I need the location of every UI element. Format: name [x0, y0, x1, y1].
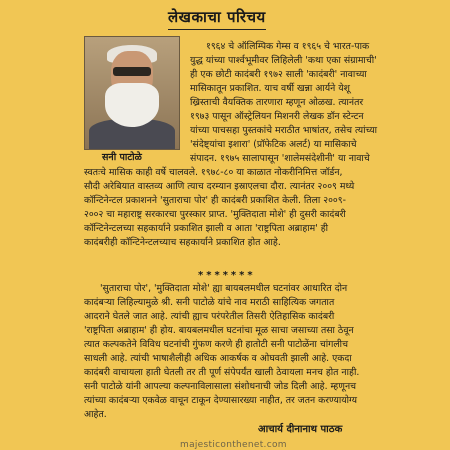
- para1-line: संपादन. १९७५ सालापासून 'शालेमसंदेशीनी' या नावाचे: [190, 153, 370, 164]
- para2-line: 'राष्ट्रपिता अब्राहाम' ही होय. बायबलमधील घटनांचा मूळ साचा जसाच्या तसा ठेवून: [84, 325, 354, 336]
- author-photo-beard: [105, 83, 159, 127]
- signature: आचार्य दीनानाथ पाठक: [258, 424, 343, 435]
- para1-line: मासिकातून प्रकाशित. याच वर्षी खन्ना आर्यने येशू: [190, 83, 350, 94]
- photo-caption: सनी पाटोळे: [102, 152, 142, 163]
- para2-line: त्यात कल्पकतेने विविध घटनांची गुंफण करणे ही हातोटी सनी पाटोळेंना चांगलीच: [84, 339, 348, 350]
- para1-line: सौदी अरेबियात वास्तव्य आणि त्याच दरम्यान इस्राएलचा दौरा. त्यानंतर २००९ मध्ये: [84, 181, 355, 192]
- author-photo: [84, 36, 180, 150]
- para2-line: कादंबऱ्या लिहिल्यामुळे श्री. सनी पाटोळे यांचे नाव मराठी साहित्यिक जगतात: [84, 297, 335, 308]
- section-separator: *******: [198, 270, 256, 281]
- para1-line: कॉन्टिनेन्टल प्रकाशनने 'सुताराचा पोर' ही कादंबरी प्रकाशित केली. तिला २००९-: [84, 195, 346, 206]
- para1-line: यांच्या पाचसहा पुस्तकांचे मराठीत भाषांतर, तसेच त्यांच्या: [190, 125, 378, 136]
- para1-line: १९७३ पासून ऑस्ट्रेलियन मिशनरी लेखक डॉन स्टेन्टन: [190, 111, 364, 122]
- para1-line: कादंबरीही कॉन्टिनेन्टलच्याच सहकार्याने प्रकाशित होत आहे.: [84, 237, 281, 248]
- para2-line: त्यांच्या कादंबऱ्या एकवेळ वाचून टाकून देण्यासारख्या नाहीत, तर जतन करण्यायोग्य: [84, 395, 358, 406]
- watermark: majesticonthenet.com: [180, 440, 287, 450]
- para1-line: ख्रिस्ताची वैयक्तिक तारणारा म्हणून ओळख. त्यानंतर: [190, 97, 364, 108]
- para1-line: २००२ चा महाराष्ट्र सरकारचा पुरस्कार प्राप्त. 'मुक्तिदाता मोशे' ही दुसरी कादंबरी: [84, 209, 346, 220]
- para1-line: १९६४ चे ऑलिम्पिक गेम्स व १९६५ चे भारत-पाक: [206, 41, 370, 52]
- para1-line: कॉन्टिनेन्टलच्या सहकार्याने प्रकाशित झाली व आता 'राष्ट्रपिता अब्राहाम' ही: [84, 223, 329, 234]
- para1-line: युद्ध यांच्या पार्श्वभूमीवर लिहिलेली 'कथा एका संग्रामाची': [190, 55, 377, 66]
- para1-line: स्वतःचे मासिक काही वर्षे चालवले. १९७८-८० या काळात नोकरीनिमित्त जॉर्डन,: [84, 167, 343, 178]
- para2-line: साधली आहे. त्यांची भाषाशैलीही अधिक आकर्षक व ओघवती झाली आहे. एकदा: [84, 353, 352, 364]
- para2-line: 'सुताराचा पोर', 'मुक्तिदाता मोशे' ह्या बायबलमधील घटनांवर आधारित दोन: [100, 283, 348, 294]
- para2-line: सनी पाटोळे यांनी आपल्या कल्पनाविलासाला संशोधनाची जोड दिली आहे. म्हणूनच: [84, 381, 357, 392]
- para2-line: आदराने घेतले जात आहे. त्यांची ह्याच परंपरेतील तिसरी ऐतिहासिक कादंबरी: [84, 311, 335, 322]
- para2-line: कादंबरी वाचायला हाती घेतली तर ती पूर्ण संपेपर्यंत खाली ठेवायला मनच होत नाही.: [84, 367, 360, 378]
- para1-line: ही एक छोटी कादंबरी १९७२ साली 'कादंबरी' नावाच्या: [190, 69, 367, 80]
- para2-line: आहेत.: [84, 409, 107, 420]
- para1-line: 'संदेष्ट्यांचा इशारा' (प्रॉफेटिक अलर्ट) या मासिकाचे: [190, 139, 357, 150]
- page-title: लेखकाचा परिचय: [168, 8, 266, 30]
- author-photo-glasses: [113, 67, 151, 76]
